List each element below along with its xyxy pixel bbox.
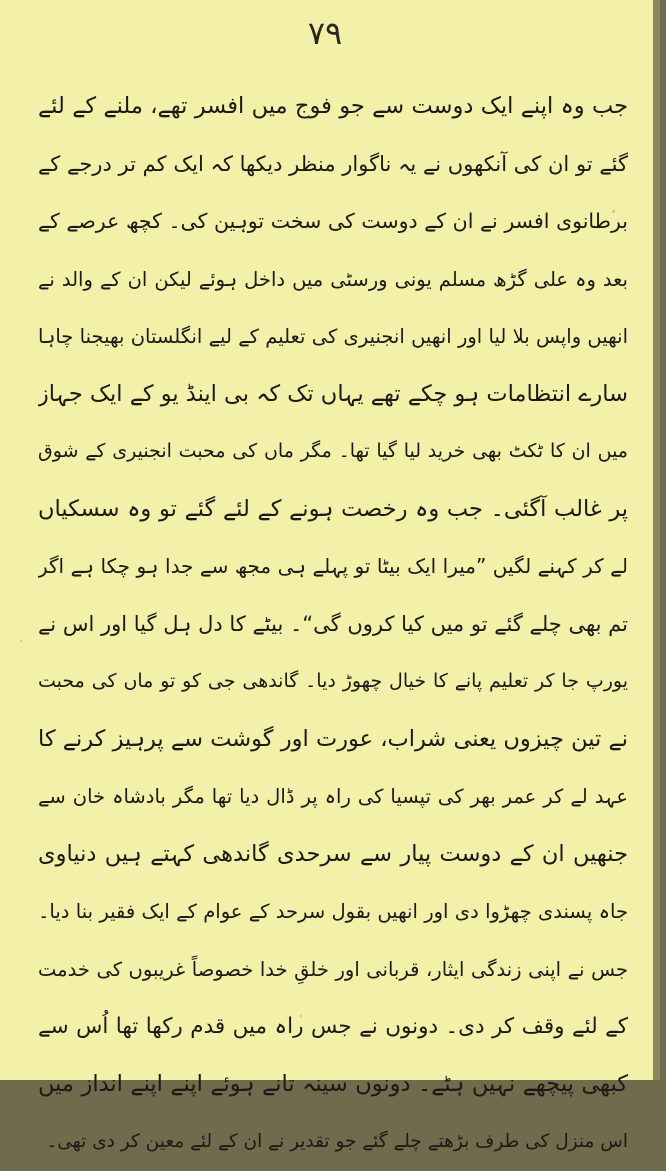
text-line: لے کر کہنے لگیں ”میرا ایک بیٹا تو پہلے ہی مجھ سے جدا ہو چکا ہے اگر xyxy=(38,554,628,578)
text-line: انھیں واپس بلا لیا اور انھیں انجنیری کی تعلیم کے لیے انگلستان بھیجنا چاہا xyxy=(38,325,628,348)
text-line: برطانوی افسر نے ان کے دوست کی سخت توہین کی۔ کچھ عرصے کے xyxy=(38,209,628,233)
text-line: سارے انتظامات ہو چکے تھے یہاں تک کہ بی اینڈ یو کے ایک جہاز xyxy=(38,380,628,407)
text-line: کبھی پیچھے نہیں ہٹے۔ دونوں سینہ تانے ہوئے اپنے اپنے انداز میں xyxy=(38,1070,628,1097)
text-line: عہد لے کر عمر بھر کی تپسیا کی راہ پر ڈال دیا تھا مگر بادشاہ خان سے xyxy=(38,785,628,808)
text-line: جس نے اپنی زندگی ایثار، قربانی اور خلقِ خدا خصوصاً غریبوں کی خدمت xyxy=(38,957,628,981)
page-edge-strip xyxy=(653,0,659,1080)
body-text xyxy=(38,78,628,1171)
text-line: بعد وہ علی گڑھ مسلم یونی ورسٹی میں داخل ہوئے لیکن ان کے والد نے xyxy=(38,267,628,291)
text-line: جب وہ اپنے ایک دوست سے جو فوج میں افسر تھے، ملنے کے لئے xyxy=(38,93,628,119)
paper-speck xyxy=(20,640,22,642)
page-number: ۷۹ xyxy=(307,14,343,52)
text-line: پر غالب آگئی۔ جب وہ رخصت ہونے کے لئے گئے تو وہ سسکیاں xyxy=(38,495,628,522)
text-line: نے تین چیزوں یعنی شراب، عورت اور گوشت سے پرہیز کرنے کا xyxy=(38,725,628,752)
paper-speck xyxy=(612,210,615,213)
text-line: گئے تو ان کی آنکھوں نے یہ ناگوار منظر دیکھا کہ ایک کم تر درجے کے xyxy=(38,151,628,176)
text-line: یورپ جا کر تعلیم پانے کا خیال چھوڑ دیا۔ گاندھی جی کو تو ماں کی محبت xyxy=(38,670,628,692)
text-line: تم بھی چلے گئے تو میں کیا کروں گی“۔ بیٹے کا دل ہل گیا اور اس نے xyxy=(38,611,628,636)
paper-speck xyxy=(300,1015,302,1017)
text-line: کے لئے وقف کر دی۔ دونوں نے جس راہ میں قدم رکھا تھا اُس سے xyxy=(38,1014,628,1039)
text-line: جنھیں ان کے دوست پیار سے سرحدی گاندھی کہتے ہیں دنیاوی xyxy=(38,840,628,867)
text-line: اس منزل کی طرف بڑھتے چلے گئے جو تقدیر نے ان کے لئے معین کر دی تھی۔ xyxy=(46,1131,628,1152)
text-line: جاہ پسندی چھڑوا دی اور انھیں بقول سرحد کے عوام کے ایک فقیر بنا دیا۔ xyxy=(38,900,628,923)
text-line: میں ان کا ٹکٹ بھی خرید لیا گیا تھا۔ مگر ماں کی محبت انجنیری کے شوق xyxy=(38,440,628,462)
